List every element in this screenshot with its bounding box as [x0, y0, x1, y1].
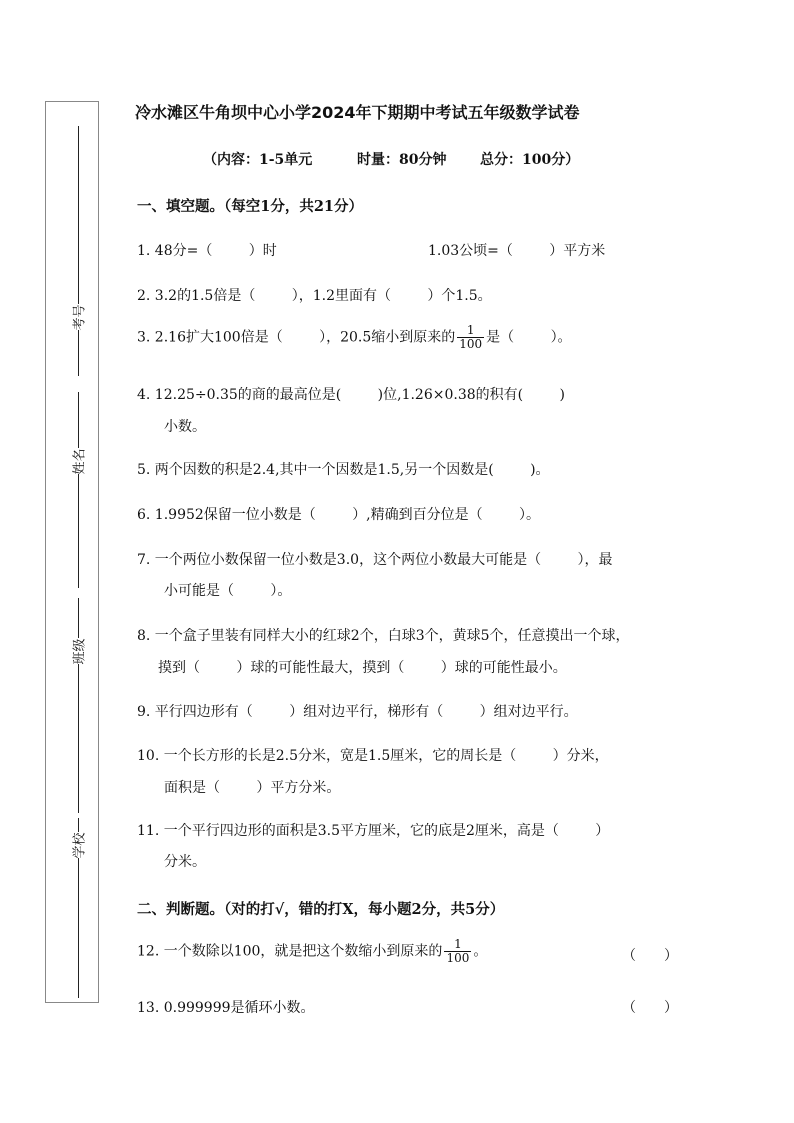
section-fill-in-title: 一、填空题。（每空1分，共21分）	[137, 198, 364, 215]
question-3: 3. 2.16扩大100倍是（ ），20.5缩小到原来的 $\frac{1}{100}$ 是（ ）。	[137, 323, 572, 351]
question-7: 7. 一个两位小数保留一位小数是3.0，这个两位小数最大可能是（ ），最	[137, 552, 613, 568]
question-8: 8. 一个盒子里装有同样大小的红球2个，白球3个，黄球5个，任意摸出一个球，	[137, 628, 630, 644]
student-name-line	[78, 392, 79, 588]
question-2: 2. 3.2的1.5倍是（ ），1.2里面有（ ）个1.5。	[137, 288, 492, 304]
question-11-line-2: 分米。	[164, 854, 206, 870]
question-7-line-2: 小可能是（ ）。	[164, 583, 292, 599]
class-field[interactable]	[66, 598, 90, 813]
subtitle-score: 总分：100分）	[480, 152, 580, 168]
question-10: 10. 一个长方形的长是2.5分米，宽是1.5厘米，它的周长是（ ）分米，	[137, 748, 609, 764]
exam-title: 冷水滩区牛角坝中心小学2024年下期期中考试五年级数学试卷	[135, 103, 580, 122]
question-1-part-2: 1.03公顷=（ ）平方米	[428, 243, 606, 259]
section-true-false-title: 二、判断题。（对的打√，错的打X，每小题2分，共5分）	[137, 901, 505, 918]
question-4: 4. 12.25÷0.35的商的最高位是( )位,1.26×0.38的积有( )	[137, 387, 565, 403]
question-12: 12. 一个数除以100，就是把这个数缩小到原来的 $\frac{1}{100}$ 。	[137, 937, 488, 965]
question-6: 6. 1.9952保留一位小数是（ ）,精确到百分位是（ ）。	[137, 507, 541, 523]
answer-blank-13[interactable]: （ ）	[622, 1000, 678, 1016]
class-line	[78, 598, 79, 813]
question-4-line-2: 小数。	[164, 419, 206, 435]
fraction-one-hundredth: $\frac{1}{100}$	[459, 323, 483, 351]
question-11: 11. 一个平行四边形的面积是3.5平方厘米，它的底是2厘米，高是（ ）	[137, 823, 610, 839]
answer-blank-12[interactable]: （ ）	[622, 948, 678, 964]
question-1: 1. 48分=（ ）时	[137, 243, 277, 259]
school-label: 学校	[72, 831, 88, 859]
question-13: 13. 0.999999是循环小数。	[137, 1000, 315, 1016]
question-9: 9. 平行四边形有（ ）组对边平行，梯形有（ ）组对边平行。	[137, 704, 578, 720]
exam-number-line	[78, 126, 79, 376]
question-10-line-2: 面积是（ ）平方分米。	[164, 780, 341, 796]
fraction-one-hundredth-q12: $\frac{1}{100}$	[446, 937, 470, 965]
exam-number-label: 考号	[72, 303, 88, 331]
question-8-line-2: 摸到（ ）球的可能性最大，摸到（ ）球的可能性最小。	[158, 660, 567, 676]
exam-number-field[interactable]	[66, 126, 90, 376]
school-field[interactable]	[66, 818, 90, 998]
binding-margin	[45, 101, 99, 1003]
class-label: 班级	[72, 637, 88, 665]
subtitle-content: （内容：1-5单元	[203, 152, 313, 168]
question-5: 5. 两个因数的积是2.4,其中一个因数是1.5,另一个因数是( )。	[137, 462, 550, 478]
student-name-field[interactable]	[66, 392, 90, 588]
subtitle-time: 时量：80分钟	[357, 152, 447, 168]
student-name-label: 姓名	[72, 447, 88, 475]
